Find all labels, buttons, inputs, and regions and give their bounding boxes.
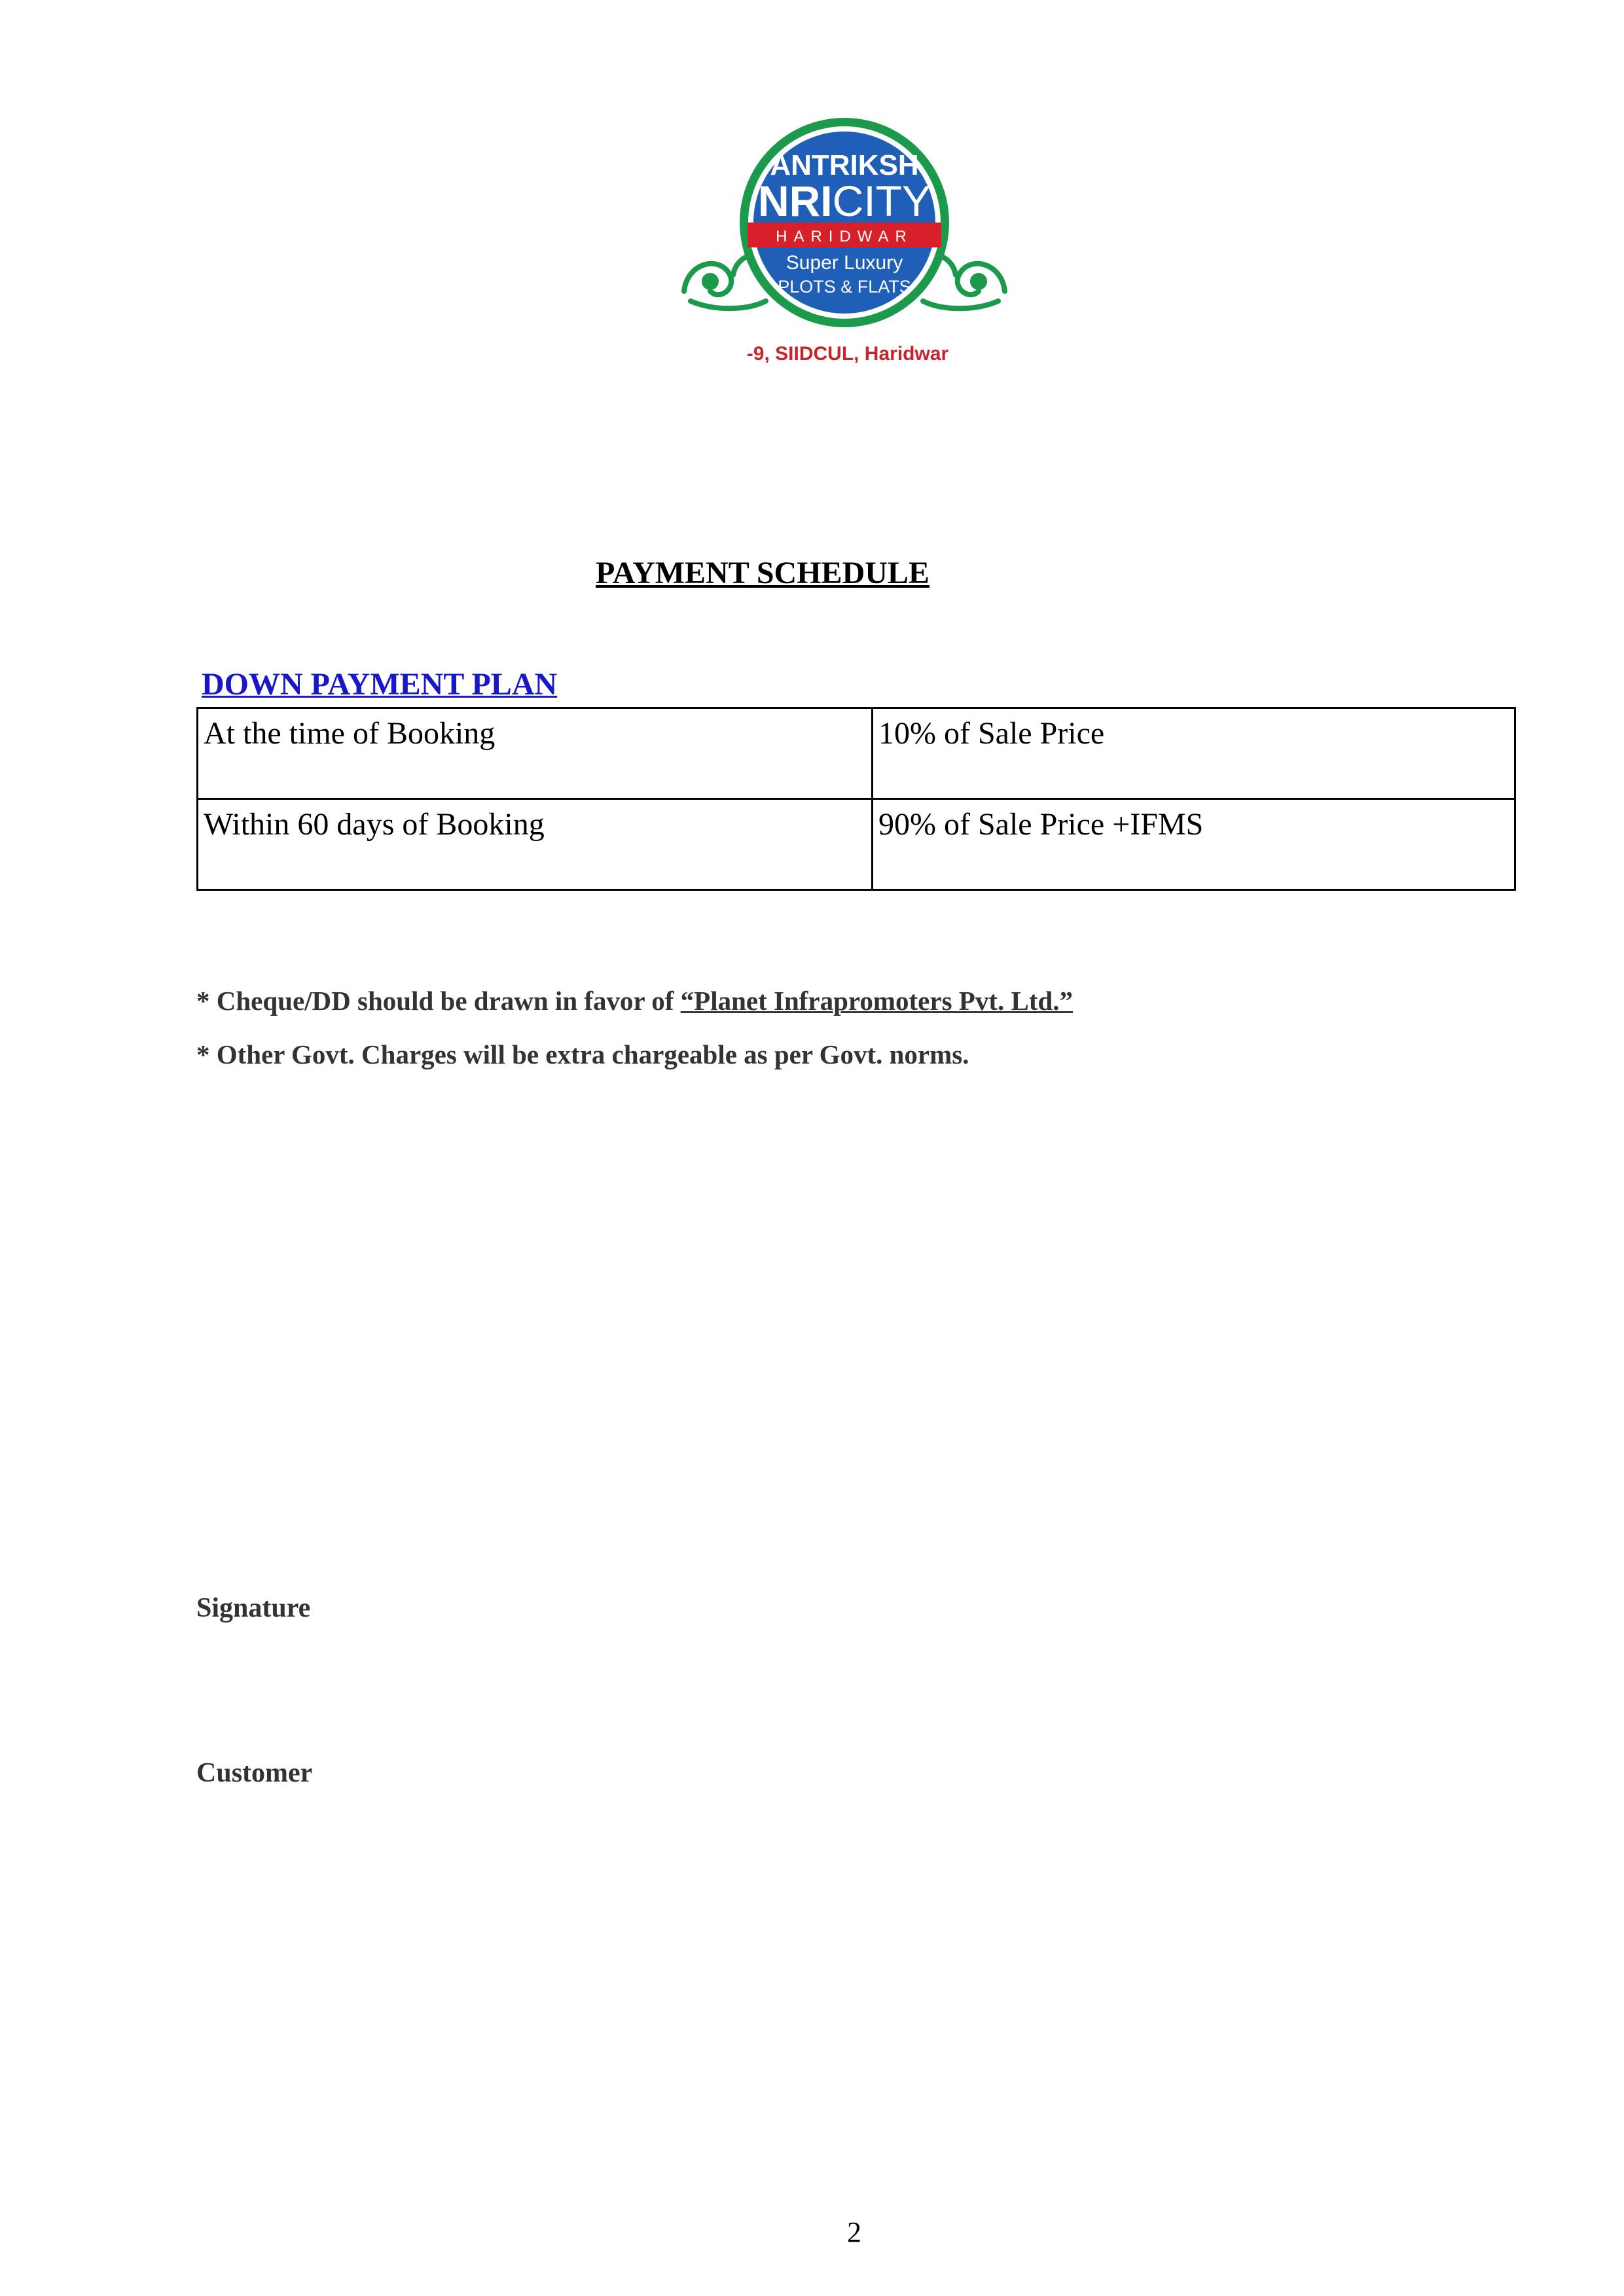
cheque-note [196, 985, 1073, 1016]
payment-schedule-table [196, 707, 1516, 891]
amount-cell: 10% of Sale Price [873, 708, 1515, 799]
logo-address: -9, SIIDCUL, Haridwar [746, 343, 949, 365]
table-row [198, 708, 1515, 799]
govt-charges-note: * Other Govt. Charges will be extra chargeable as per Govt. norms. [196, 1039, 969, 1069]
stage-cell: At the time of Booking [198, 708, 873, 799]
page-title: PAYMENT SCHEDULE [596, 556, 929, 590]
logo-line5: PLOTS & FLATS [778, 277, 911, 296]
stage-cell: Within 60 days of Booking [198, 799, 873, 890]
cheque-note-prefix: * Cheque/DD should be drawn in favor of [196, 986, 681, 1016]
logo-line2a: NRI [757, 177, 833, 225]
customer-label: Customer [196, 1758, 313, 1788]
amount-cell: 90% of Sale Price +IFMS [873, 799, 1515, 890]
antriksh-nri-city-logo [674, 115, 1015, 376]
signature-label: Signature [196, 1593, 311, 1623]
table-row [198, 799, 1515, 890]
logo-line2b: CITY [832, 177, 931, 225]
logo-line2 [758, 177, 931, 225]
plan-heading: DOWN PAYMENT PLAN [202, 667, 558, 702]
logo-line3: HARIDWAR [776, 228, 913, 245]
cheque-payee: “Planet Infrapromoters Pvt. Ltd.” [680, 986, 1074, 1016]
logo-line4: Super Luxury [785, 252, 903, 274]
logo-line1: ANTRIKSH [770, 149, 919, 181]
page-number: 2 [847, 2216, 861, 2248]
